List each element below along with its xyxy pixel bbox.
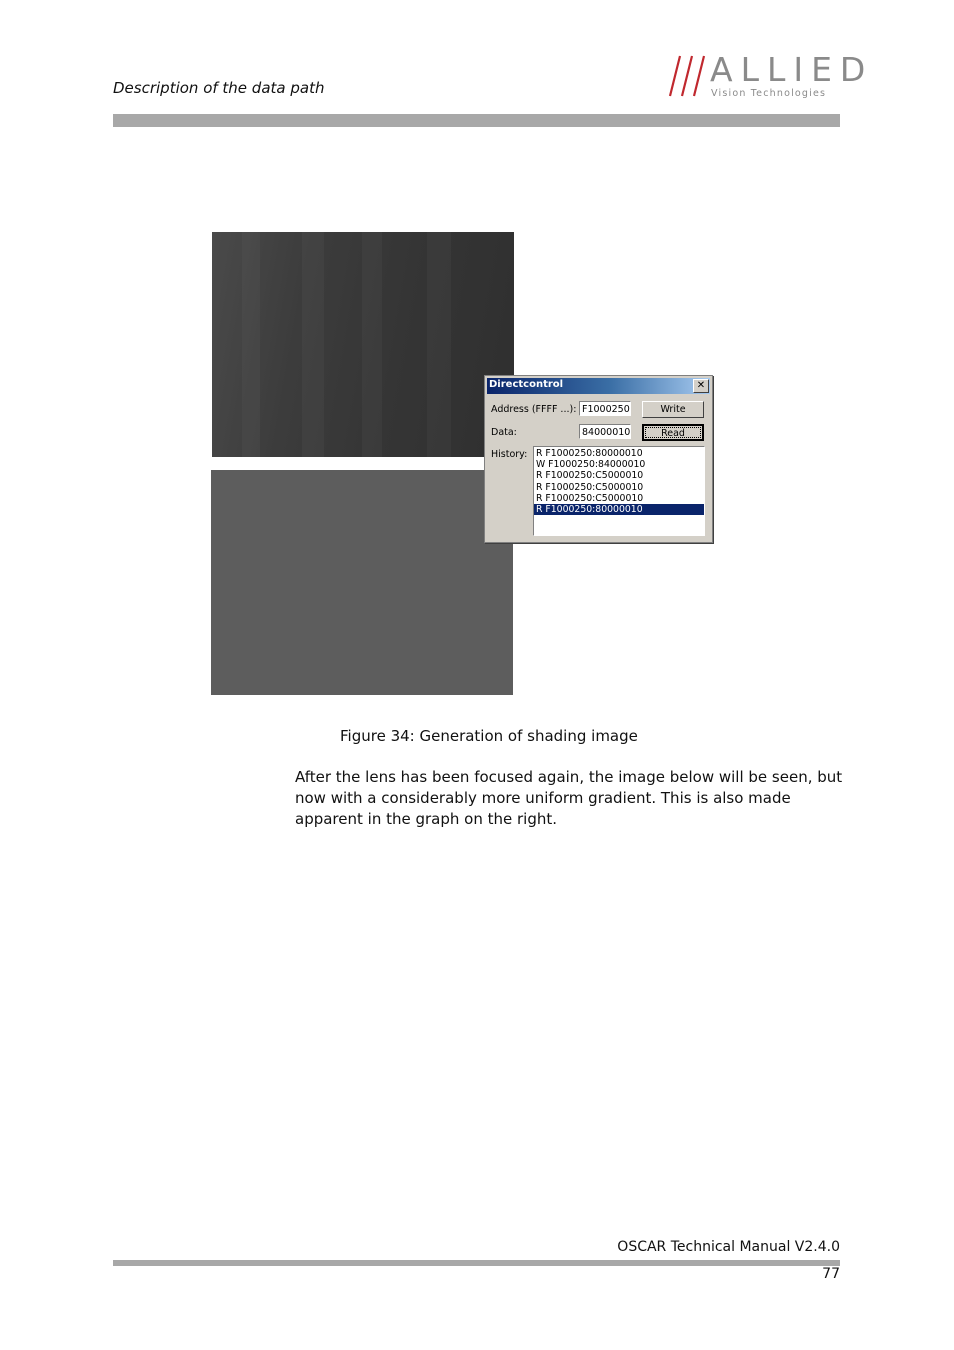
history-item[interactable]: R F1000250:C5000010 — [536, 470, 644, 482]
write-button[interactable]: Write — [642, 401, 704, 418]
logo-brand: ALLIED — [710, 50, 874, 89]
shading-image — [211, 470, 513, 695]
footer-manual-title: OSCAR Technical Manual V2.4.0 — [617, 1239, 840, 1255]
allied-logo — [668, 50, 874, 100]
read-button[interactable]: Read — [642, 424, 704, 441]
history-item[interactable]: R F1000250:80000010 — [536, 448, 643, 459]
shading-figure — [211, 232, 716, 695]
history-item[interactable]: R F1000250:80000010 — [534, 504, 704, 515]
header-rule — [113, 114, 840, 127]
directcontrol-dialog — [484, 375, 713, 543]
history-item[interactable]: R F1000250:C5000010 — [536, 492, 644, 504]
unfocused-image — [212, 232, 514, 457]
footer-rule — [113, 1260, 840, 1266]
body-paragraph: After the lens has been focused again, the image below will be seen, but now with a considerably more uniform gradient. This is also made apparent in the graph on the right. — [295, 768, 843, 828]
figure-caption: Figure 34: Generation of shading image — [340, 727, 638, 745]
history-item[interactable]: R F1000250:C5000010 — [536, 481, 644, 493]
logo-tagline: Vision Technologies — [711, 88, 827, 99]
history-label: History: — [491, 449, 528, 460]
dialog-titlebar — [487, 378, 710, 394]
page-number: 77 — [822, 1266, 840, 1282]
address-field[interactable]: F1000250 — [579, 401, 631, 416]
close-icon[interactable]: ✕ — [693, 379, 709, 393]
data-field[interactable]: 84000010 — [579, 424, 631, 439]
data-label: Data: — [491, 427, 517, 438]
section-title: Description of the data path — [113, 79, 325, 97]
dialog-title: Directcontrol — [489, 379, 564, 390]
history-list[interactable] — [533, 446, 705, 536]
history-item[interactable]: W F1000250:84000010 — [536, 459, 646, 471]
logo-slashes-icon — [668, 54, 708, 98]
address-label: Address (FFFF ...): — [491, 404, 577, 415]
